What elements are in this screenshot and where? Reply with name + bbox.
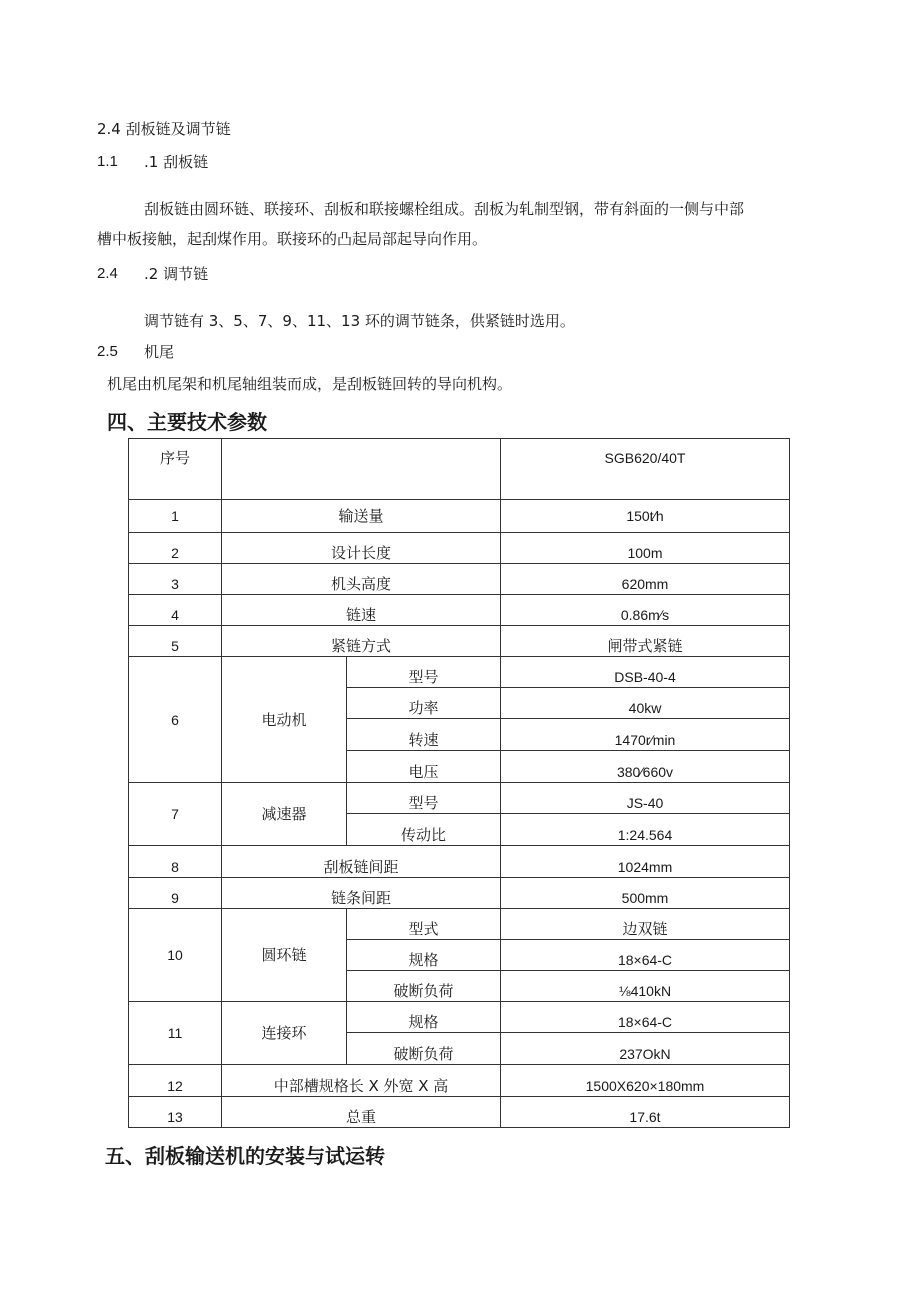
header-model: SGB620/40T	[501, 439, 790, 500]
row-value: 500mm	[501, 878, 790, 909]
row-name: 输送量	[222, 500, 501, 533]
header-serial-number: 序号	[129, 439, 222, 500]
section-2-5-number: 2.5	[97, 343, 118, 360]
row-name: 连接环	[222, 1002, 347, 1065]
sub-value: 18×64-C	[501, 940, 790, 971]
section-2-4-1-number: 1.1	[97, 153, 118, 170]
table-row	[129, 500, 790, 533]
sub-label: 转速	[347, 719, 501, 751]
section-2-4-2-number: 2.4	[97, 265, 118, 282]
row-number: 3	[129, 564, 222, 595]
row-name: 紧链方式	[222, 626, 501, 657]
sub-label: 型号	[347, 783, 501, 814]
sub-value: ⅛410kN	[501, 971, 790, 1002]
row-number: 2	[129, 533, 222, 564]
row-value: 17.6t	[501, 1097, 790, 1128]
sub-label: 型号	[347, 657, 501, 688]
row-value: 1500X620×180mm	[501, 1065, 790, 1097]
sub-value: 18×64-C	[501, 1002, 790, 1033]
row-number: 13	[129, 1097, 222, 1128]
sub-label: 功率	[347, 688, 501, 719]
row-name: 链速	[222, 595, 501, 626]
row-name: 刮板链间距	[222, 846, 501, 878]
sub-value: 1470r∕min	[501, 719, 790, 751]
row-name: 机头高度	[222, 564, 501, 595]
sub-label: 型式	[347, 909, 501, 940]
sub-label: 传动比	[347, 814, 501, 846]
section-2-4-1-title: .1 刮板链	[144, 153, 209, 171]
table-row	[129, 595, 790, 626]
sub-label: 破断负荷	[347, 971, 501, 1002]
heading-installation-and-trial-run: 五、刮板输送机的安装与试运转	[105, 1144, 385, 1168]
table-row	[129, 783, 790, 814]
paragraph-tail: 机尾由机尾架和机尾轴组装而成，是刮板链回转的导向机构。	[107, 375, 513, 393]
section-2-4-title: 2.4 刮板链及调节链	[97, 120, 231, 138]
table-row	[129, 1065, 790, 1097]
table-row	[129, 1002, 790, 1033]
row-value: 620mm	[501, 564, 790, 595]
sub-value: JS-40	[501, 783, 790, 814]
paragraph-scraper-chain-line-2: 槽中板接触，起刮煤作用。联接环的凸起局部起导向作用。	[97, 230, 488, 248]
table-row	[129, 564, 790, 595]
row-name: 圆环链	[222, 909, 347, 1002]
sub-value: DSB-40-4	[501, 657, 790, 688]
table-row	[129, 626, 790, 657]
paragraph-scraper-chain-line-1: 刮板链由圆环链、联接环、刮板和联接螺栓组成。刮板为轧制型钢，带有斜面的一侧与中部	[144, 200, 745, 218]
row-number: 6	[129, 657, 222, 783]
row-value: 150t∕h	[501, 500, 790, 533]
sub-value: 40kw	[501, 688, 790, 719]
row-name: 减速器	[222, 783, 347, 846]
row-value: 闸带式紧链	[501, 626, 790, 657]
sub-label: 规格	[347, 1002, 501, 1033]
row-value: 1024mm	[501, 846, 790, 878]
technical-parameters-table	[128, 438, 790, 1128]
paragraph-adjusting-chain: 调节链有 3、5、7、9、11、13 环的调节链条，供紧链时选用。	[144, 312, 575, 330]
table-row	[129, 533, 790, 564]
row-number: 1	[129, 500, 222, 533]
table-row	[129, 657, 790, 688]
row-name: 中部槽规格长 X 外宽 X 高	[222, 1065, 501, 1097]
heading-main-technical-parameters: 四、主要技术参数	[107, 410, 267, 434]
table-row	[129, 1097, 790, 1128]
sub-label: 规格	[347, 940, 501, 971]
sub-value: 1:24.564	[501, 814, 790, 846]
row-number: 8	[129, 846, 222, 878]
row-number: 7	[129, 783, 222, 846]
row-number: 4	[129, 595, 222, 626]
table-row	[129, 909, 790, 940]
row-name: 电动机	[222, 657, 347, 783]
row-number: 11	[129, 1002, 222, 1065]
sub-value: 边双链	[501, 909, 790, 940]
table-header-row	[129, 439, 790, 500]
sub-label: 电压	[347, 751, 501, 783]
section-2-4-2-title: .2 调节链	[144, 265, 209, 283]
row-number: 10	[129, 909, 222, 1002]
table-row	[129, 846, 790, 878]
row-name: 设计长度	[222, 533, 501, 564]
sub-value: 380∕660v	[501, 751, 790, 783]
header-item	[222, 439, 501, 500]
row-value: 100m	[501, 533, 790, 564]
section-2-5-title: 机尾	[144, 343, 175, 361]
sub-label: 破断负荷	[347, 1033, 501, 1065]
row-number: 12	[129, 1065, 222, 1097]
row-number: 9	[129, 878, 222, 909]
sub-value: 237OkN	[501, 1033, 790, 1065]
table-row	[129, 878, 790, 909]
row-value: 0.86m∕s	[501, 595, 790, 626]
row-name: 总重	[222, 1097, 501, 1128]
row-number: 5	[129, 626, 222, 657]
row-name: 链条间距	[222, 878, 501, 909]
